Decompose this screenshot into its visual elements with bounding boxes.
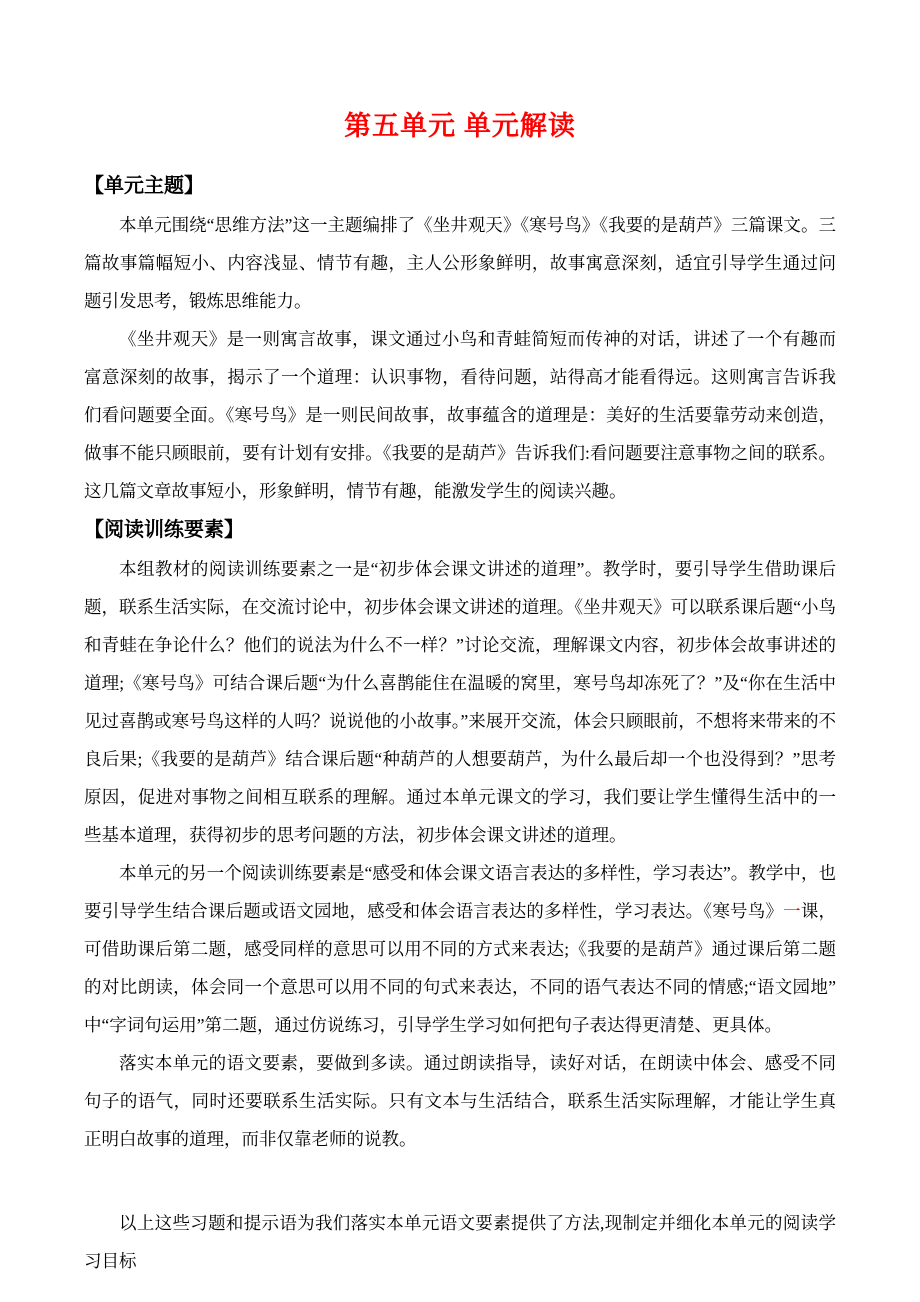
paragraph-text-after: 课，可借助课后第二题，感受同样的意思可以用不同的方式来表达;《我要的是葫芦》通过课后第二题的对比朗读，体会同一个意思可以用不同的句式来表达，不同的语气表达不同的情感;“语文园地”中“字词句运用”第二题，通过仿说练习，引导学生学习如何把句子表达得更清楚、更具体。 (84, 901, 837, 1035)
paragraph-story-morals: 《坐井观天》是一则寓言故事，课文通过小鸟和青蛙简短而传神的对话，讲述了一个有趣而富意深刻的故事，揭示了一个道理：认识事物，看待问题，站得高才能看得远。这则寓言告诉我们看问题要全面。《寒号鸟》是一则民间故事，故事蕴含的道理是：美好的生活要靠劳动来创造，做事不能只顾眼前，要有计划有安排。《我要的是葫芦》告诉我们:看问题要注意事物之间的联系。这几篇文章故事短小，形象鲜明，情节有趣，能激发学生的阅读兴趣。 (84, 329, 836, 501)
paragraph-training-element-1: 本组教材的阅读训练要素之一是“初步体会课文讲述的道理”。教学时，要引导学生借助课后题，联系生活实际，在交流讨论中，初步体会课文讲述的道理。《坐井观天》可以联系课后题“小鸟和青蛙在争论什么？他们的说法为什么不一样？”讨论交流，理解课文内容，初步体会故事讲述的道理;《寒号鸟》可结合课后题“为什么喜鹊能住在温暖的窝里，寒号鸟却冻死了？”及“你在生活中见过喜鹊或寒号鸟这样的人吗？说说他的小故事。”来展开交流，体会只顾眼前，不想将来带来的不良后果;《我要的是葫芦》结合课后题“种葫芦的人想要葫芦，为什么最后却一个也没得到？”思考原因，促进对事物之间相互联系的理解。通过本单元课文的学习，我们要让学生懂得生活中的一些基本道理，获得初步的思考问题的方法，初步体会课文讲述的道理。 (84, 559, 836, 845)
section-heading-reading-training: 【阅读训练要素】 (84, 519, 244, 541)
paragraph-implementation: 落实本单元的语文要素，要做到多读。通过朗读指导，读好对话，在朗读中体会、感受不同句子的语气，同时还要联系生活实际。只有文本与生活结合，联系生活实际理解，才能让学生真正明白故事的道理，而非仅靠老师的说教。 (84, 1053, 836, 1149)
paragraph-text-before: 本单元的另一个阅读训练要素是“感受和体会课文语言表达的多样性，学习表达”。教学中，也要引导学生结合课后题或语文园地，感受和体会语言表达的多样性，学习表达。《寒号鸟》 (84, 863, 836, 921)
paragraph-unit-overview: 本单元围绕“思维方法”这一主题编排了《坐井观天》《寒号鸟》《我要的是葫芦》三篇课文。三篇故事篇幅短小、内容浅显、情节有趣，主人公形象鲜明，故事寓意深刻，适宜引导学生通过问题引发思考，锻炼思维能力。 (84, 215, 836, 311)
section-heading-unit-theme: 【单元主题】 (84, 175, 204, 197)
paragraph-training-element-2 (84, 854, 836, 1044)
highlighted-character: 一 (783, 901, 801, 921)
closing-paragraph: 以上这些习题和提示语为我们落实本单元语文要素提供了方法,现制定并细化本单元的阅读学习目标 (84, 1213, 836, 1271)
page-title: 第五单元 单元解读 (344, 111, 576, 141)
